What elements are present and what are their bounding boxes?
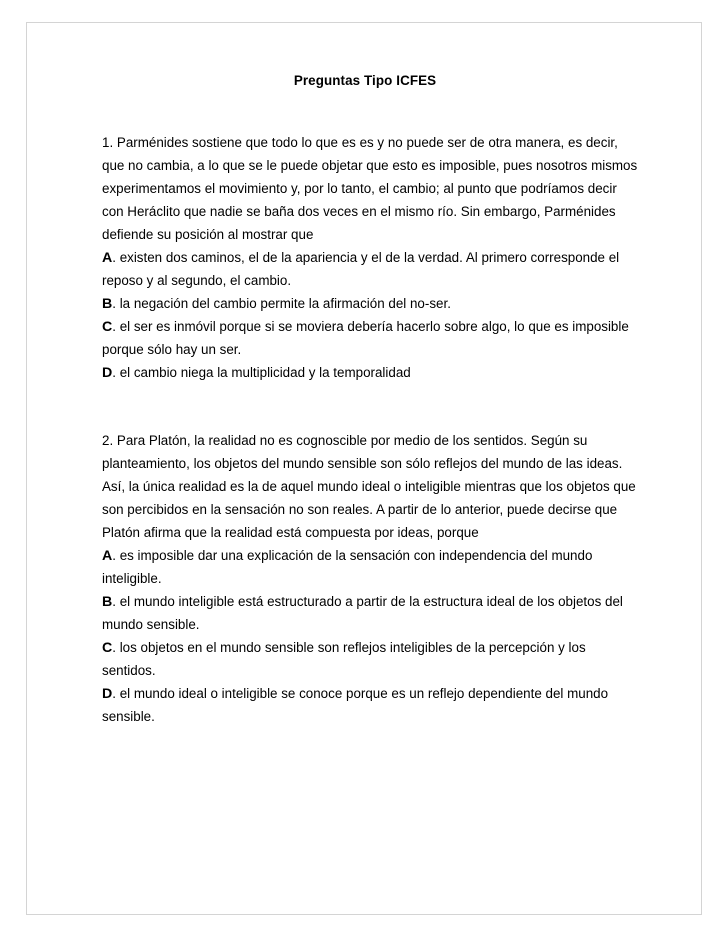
option-text: . la negación del cambio permite la afirmación del no-ser. bbox=[112, 296, 451, 311]
option-text-continuation: inteligible. bbox=[102, 571, 162, 586]
option-text: . existen dos caminos, el de la apariencia y el de la verdad. Al primero corresponde el bbox=[112, 250, 620, 265]
question-2-stem-line: son percibidos en la sensación no son reales. A partir de lo anterior, puede decirse que bbox=[102, 502, 618, 517]
question-2-stem-line: 2. Para Platón, la realidad no es cognoscible por medio de los sentidos. Según su bbox=[102, 433, 588, 448]
option-text-continuation: porque sólo hay un ser. bbox=[102, 342, 242, 357]
question-2-option-d bbox=[102, 682, 642, 705]
option-letter: B bbox=[102, 594, 113, 610]
question-1-stem-line: 1. Parménides sostiene que todo lo que es es y no puede ser de otra manera, es decir, bbox=[102, 135, 618, 150]
option-text: . el mundo inteligible está estructurado a partir de la estructura ideal de los objetos del bbox=[112, 594, 623, 609]
question-1-option-a bbox=[102, 246, 642, 269]
option-text-continuation: sentidos. bbox=[102, 663, 156, 678]
page-title: Preguntas Tipo ICFES bbox=[293, 73, 437, 88]
question-2-stem-line: Así, la única realidad es la de aquel mundo ideal o inteligible mientras que los objetos que bbox=[102, 479, 636, 494]
question-1-stem-line: que no cambia, a lo que se le puede objetar que esto es imposible, pues nosotros mismos bbox=[102, 158, 638, 173]
question-2-option-b bbox=[102, 590, 642, 613]
option-text-continuation: reposo y al segundo, el cambio. bbox=[102, 273, 292, 288]
option-letter: A bbox=[102, 250, 113, 266]
option-text: . el mundo ideal o inteligible se conoce porque es un reflejo dependiente del mundo bbox=[112, 686, 609, 701]
question-1-option-d bbox=[102, 361, 642, 384]
question-2 bbox=[102, 429, 642, 728]
option-text: . el cambio niega la multiplicidad y la temporalidad bbox=[112, 365, 411, 380]
option-letter: D bbox=[102, 686, 113, 702]
option-text: . los objetos en el mundo sensible son reflejos inteligibles de la percepción y los bbox=[112, 640, 586, 655]
question-1-option-c bbox=[102, 315, 642, 338]
option-letter: B bbox=[102, 296, 113, 312]
question-1-stem-line: con Heráclito que nadie se baña dos veces en el mismo río. Sin embargo, Parménides bbox=[102, 204, 616, 219]
question-2-option-c bbox=[102, 636, 642, 659]
question-2-stem-line: Platón afirma que la realidad está compuesta por ideas, porque bbox=[102, 525, 479, 540]
question-1-stem-line: experimentamos el movimiento y, por lo tanto, el cambio; al punto que podríamos decir bbox=[102, 181, 617, 196]
option-letter: C bbox=[102, 640, 113, 656]
question-2-stem-line: planteamiento, los objetos del mundo sensible son sólo reflejos del mundo de las ideas. bbox=[102, 456, 623, 471]
option-letter: C bbox=[102, 319, 113, 335]
question-2-option-a bbox=[102, 544, 642, 567]
option-text-continuation: sensible. bbox=[102, 709, 155, 724]
option-text: . es imposible dar una explicación de la sensación con independencia del mundo bbox=[112, 548, 593, 563]
option-text-continuation: mundo sensible. bbox=[102, 617, 200, 632]
question-1 bbox=[102, 131, 642, 384]
question-1-stem-line: defiende su posición al mostrar que bbox=[102, 227, 314, 242]
option-text: . el ser es inmóvil porque si se moviera debería hacerlo sobre algo, lo que es imposible bbox=[112, 319, 629, 334]
option-letter: D bbox=[102, 365, 113, 381]
question-1-option-b bbox=[102, 292, 642, 315]
option-letter: A bbox=[102, 548, 113, 564]
